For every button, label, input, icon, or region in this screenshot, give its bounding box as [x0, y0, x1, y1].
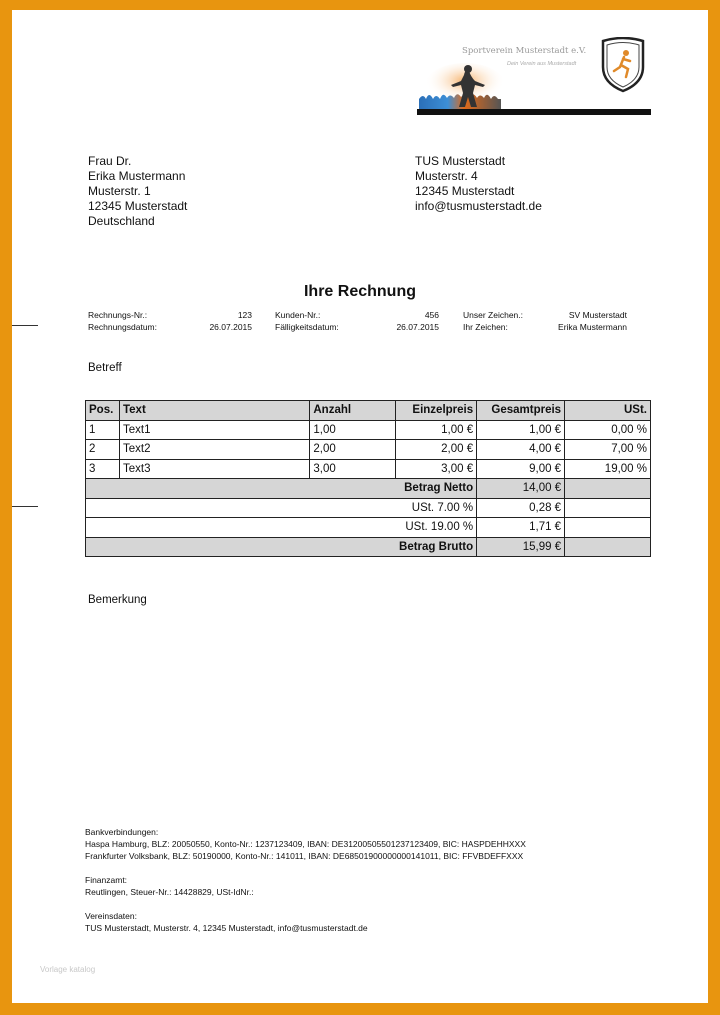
- footer-club: [85, 910, 368, 934]
- table-row: [86, 420, 651, 440]
- cell-pos: 3: [86, 459, 120, 479]
- subject-label: Betreff: [88, 362, 122, 374]
- due-date-label: Fälligkeitsdatum:: [275, 322, 339, 332]
- cell-total-price: 1,00 €: [477, 420, 565, 440]
- our-ref-label: Unser Zeichen.:: [463, 310, 523, 320]
- recipient-line: Erika Mustermann: [88, 169, 186, 183]
- bank-line: Frankfurter Volksbank, BLZ: 50190000, Konto-Nr.: 141011, IBAN: DE68501900000000141011, BIC: FFVBDEFFXXX: [85, 851, 524, 861]
- cell-unit-price: 3,00 €: [396, 459, 477, 479]
- cell-text: Text2: [119, 440, 309, 460]
- due-date-value: 26.07.2015: [396, 322, 439, 332]
- cell-total-price: 9,00 €: [477, 459, 565, 479]
- table-row: [86, 459, 651, 479]
- customer-no-value: 456: [424, 310, 439, 320]
- invoice-date-value: 26.07.2015: [209, 322, 252, 332]
- remark-label: Bemerkung: [88, 594, 147, 606]
- club-data-label: Vereinsdaten:: [85, 911, 137, 921]
- cell-qty: 1,00: [310, 420, 396, 440]
- col-header-total-price: Gesamtpreis: [477, 401, 565, 421]
- net-total-row: [86, 479, 651, 499]
- cell-vat: 7,00 %: [565, 440, 651, 460]
- empty-cell: [565, 518, 651, 538]
- gross-total-value: 15,99 €: [477, 537, 565, 557]
- empty-cell: [565, 498, 651, 518]
- col-header-vat: USt.: [565, 401, 651, 421]
- meta-values-3: [532, 309, 627, 333]
- invoice-no-label: Rechnungs-Nr.:: [88, 310, 148, 320]
- invoice-date-label: Rechnungsdatum:: [88, 322, 157, 332]
- col-header-unit-price: Einzelpreis: [396, 401, 477, 421]
- cell-vat: 19,00 %: [565, 459, 651, 479]
- vat7-row: [86, 498, 651, 518]
- watermark: Vorlage katalog: [40, 965, 96, 974]
- invoice-table: [85, 400, 651, 557]
- table-row: [86, 440, 651, 460]
- cell-vat: 0,00 %: [565, 420, 651, 440]
- cell-qty: 3,00: [310, 459, 396, 479]
- cell-unit-price: 2,00 €: [396, 440, 477, 460]
- your-ref-value: Erika Mustermann: [558, 322, 627, 332]
- meta-values-1: [182, 309, 252, 333]
- recipient-line: 12345 Musterstadt: [88, 199, 188, 213]
- club-data-line: TUS Musterstadt, Musterstr. 4, 12345 Musterstadt, info@tusmusterstadt.de: [85, 923, 368, 933]
- meta-labels-3: [463, 309, 523, 333]
- gross-total-row: [86, 537, 651, 557]
- recipient-line: Deutschland: [88, 214, 155, 228]
- vat19-row: [86, 518, 651, 538]
- col-header-text: Text: [119, 401, 309, 421]
- invoice-no-value: 123: [237, 310, 252, 320]
- club-name: Sportverein Musterstadt e.V.: [462, 46, 587, 56]
- sender-line: 12345 Musterstadt: [415, 184, 515, 198]
- meta-values-2: [369, 309, 439, 333]
- vat7-label: USt. 7.00 %: [86, 498, 477, 518]
- net-total-value: 14,00 €: [477, 479, 565, 499]
- tax-line: Reutlingen, Steuer-Nr.: 14428829, USt-IdNr.:: [85, 887, 254, 897]
- meta-labels-2: [275, 309, 339, 333]
- fold-mark: [12, 506, 38, 507]
- bank-label: Bankverbindungen:: [85, 827, 159, 837]
- recipient-line: Frau Dr.: [88, 154, 132, 168]
- runner-crest-icon: [600, 37, 646, 93]
- tax-label: Finanzamt:: [85, 875, 128, 885]
- recipient-address: [88, 154, 187, 229]
- sender-email: info@tusmusterstadt.de: [415, 199, 542, 213]
- invoice-page: [12, 10, 708, 1003]
- sender-line: Musterstr. 4: [415, 169, 478, 183]
- club-slogan: Dein Verein aus Musterstadt: [507, 61, 577, 67]
- vat7-value: 0,28 €: [477, 498, 565, 518]
- cell-unit-price: 1,00 €: [396, 420, 477, 440]
- fold-mark: [12, 325, 38, 326]
- cell-pos: 2: [86, 440, 120, 460]
- footer-bank: [85, 826, 526, 862]
- footer-tax: [85, 874, 254, 898]
- cell-pos: 1: [86, 420, 120, 440]
- empty-cell: [565, 479, 651, 499]
- cell-qty: 2,00: [310, 440, 396, 460]
- recipient-line: Musterstr. 1: [88, 184, 151, 198]
- vat19-value: 1,71 €: [477, 518, 565, 538]
- empty-cell: [565, 537, 651, 557]
- our-ref-value: SV Musterstadt: [568, 310, 627, 320]
- your-ref-label: Ihr Zeichen:: [463, 322, 508, 332]
- col-header-qty: Anzahl: [310, 401, 396, 421]
- net-total-label: Betrag Netto: [86, 479, 477, 499]
- vat19-label: USt. 19.00 %: [86, 518, 477, 538]
- cell-total-price: 4,00 €: [477, 440, 565, 460]
- gross-total-label: Betrag Brutto: [86, 537, 477, 557]
- sender-address: [415, 154, 542, 214]
- document-title: Ihre Rechnung: [303, 283, 416, 300]
- sender-line: TUS Musterstadt: [415, 154, 506, 168]
- table-header-row: [86, 401, 651, 421]
- col-header-pos: Pos.: [86, 401, 120, 421]
- cell-text: Text3: [119, 459, 309, 479]
- bank-line: Haspa Hamburg, BLZ: 20050550, Konto-Nr.: 1237123409, IBAN: DE31200505501237123409, BIC: HASPDEHHXXX: [85, 839, 526, 849]
- club-logo: [417, 37, 657, 117]
- customer-no-label: Kunden-Nr.:: [275, 310, 321, 320]
- cell-text: Text1: [119, 420, 309, 440]
- meta-labels-1: [88, 309, 157, 333]
